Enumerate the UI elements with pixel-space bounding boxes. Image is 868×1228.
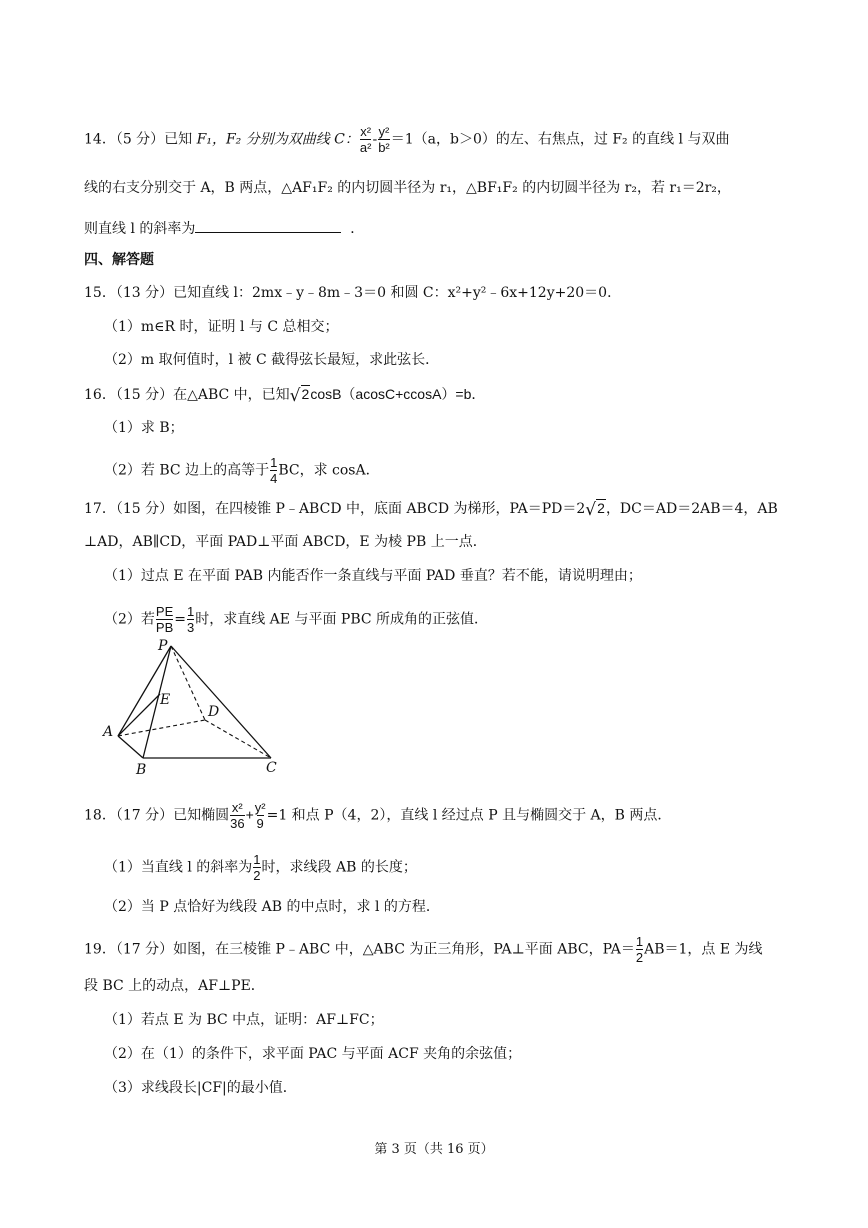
q14-line2: 线的右支分别交于 A，B 两点，△AF₁F₂ 的内切圆半径为 r₁，△BF₁F₂ 的内切圆半径为 r₂，若 r₁＝2r₂， [84, 180, 731, 196]
fraction: $\frac{1}{2}$ [635, 934, 644, 965]
page-footer: 第 3 页（共 16 页） [374, 1142, 494, 1157]
sqrt-sign: √ [585, 500, 597, 520]
label-e: E [160, 692, 171, 708]
edge-pa [118, 646, 171, 736]
q17-part2: （2）若 $\frac{PE}{PB}$ = $\frac{1}{3}$ 时，求直线 AE 与平面 PBC 所成角的正弦值． [104, 604, 489, 635]
edge-pd [171, 646, 205, 720]
edge-ab [118, 736, 143, 758]
fraction: $\frac{1}{2}$ [253, 852, 261, 883]
q17-line2: ⊥AD，AB∥CD，平面 PAD⊥平面 ABCD，E 为棱 PB 上一点． [84, 534, 487, 550]
fraction: $\frac{\text{y²}}{\text{b²}}$ [378, 124, 390, 155]
q16-stem: 16．（15 分）在△ABC 中，已知√2cosB（acosC+ccosA）=b． [84, 386, 486, 406]
label-d: D [208, 704, 220, 720]
edge-dc [205, 720, 271, 758]
answer-blank[interactable] [195, 218, 341, 233]
q19-part3: （3）求线段长|CF|的最小值． [104, 1080, 297, 1096]
label-p: P [158, 638, 168, 654]
label-c: C [266, 760, 277, 776]
q19-part2: （2）在（1）的条件下，求平面 PAC 与平面 ACF 夹角的余弦值； [104, 1046, 522, 1062]
fraction: $\frac{PE}{PB}$ [155, 604, 174, 635]
q15-part1: （1）m∈R 时，证明 l 与 C 总相交； [104, 319, 339, 335]
q16-part1: （1）求 B； [104, 420, 184, 436]
q17-stem: 17．（15 分）如图，在四棱锥 P﹣ABCD 中，底面 ABCD 为梯形，PA＝PD＝2√2，DC＝AD＝2AB＝4，AB [84, 500, 778, 520]
q15-stem: 15．（13 分）已知直线 l：2mx﹣y﹣8m﹣3＝0 和圆 C：x²+y²﹣6x+12y+20＝0． [84, 285, 622, 301]
fraction: $\frac{\text{y²}}{9}$ [254, 800, 266, 831]
q19-stem: 19．（17 分）如图，在三棱锥 P﹣ABC 中，△ABC 为正三角形，PA⊥平面 ABC，PA＝ $\frac{1}{2}$ AB＝1，点 E 为线 [84, 934, 763, 965]
label-a: A [103, 724, 114, 740]
fraction: $\frac{1}{4}$ [270, 455, 278, 486]
q15-part2: （2）m 取何值时，l 被 C 截得弦长最短，求此弦长． [104, 352, 440, 368]
fraction: $\frac{\text{x²}}{36}$ [230, 800, 245, 831]
q16-part2: （2）若 BC 边上的高等于 $\frac{1}{4}$ BC，求 cosA． [104, 455, 380, 486]
q18-part2: （2）当 P 点恰好为线段 AB 的中点时，求 l 的方程． [104, 899, 440, 915]
pyramid-figure [96, 636, 296, 778]
fraction: $\frac{1}{3}$ [187, 604, 195, 635]
q18-stem: 18．（17 分）已知椭圆 $\frac{\text{x²}}{36}$ + $\frac{\text{y²}}{9}$ =1 和点 P（4，2），直线 l 经过点 P 且与椭圆交于 A，B 两点． [84, 800, 672, 831]
q18-part1: （1）当直线 l 的斜率为 $\frac{1}{2}$ 时，求线段 AB 的长度； [104, 852, 417, 883]
section-title: 四、解答题 [84, 252, 154, 268]
q14-line3: 则直线 l 的斜率为 ． [84, 218, 364, 239]
q19-part1: （1）若点 E 为 BC 中点，证明：AF⊥FC； [104, 1012, 384, 1028]
label-b: B [136, 762, 147, 778]
q17-part1: （1）过点 E 在平面 PAB 内能否作一条直线与平面 PAD 垂直？若不能，请说明理由； [104, 568, 642, 584]
q19-line2: 段 BC 上的动点，AF⊥PE． [84, 978, 265, 994]
q14-line1: 14．（5 分）已知 F₁，F₂ 分别为双曲线 C： $\frac{\text{x²}}{\text{a²}}$ - $\frac{\text{y²}}{\text{b²}}$ ＝1（a，b＞0）的左、右焦点，过 F₂ 的直线 l 与双曲 [84, 124, 730, 155]
sqrt-sign: √ [289, 386, 301, 406]
edge-pc [171, 646, 271, 758]
fraction: $\frac{\text{x²}}{\text{a²}}$ [359, 124, 372, 155]
